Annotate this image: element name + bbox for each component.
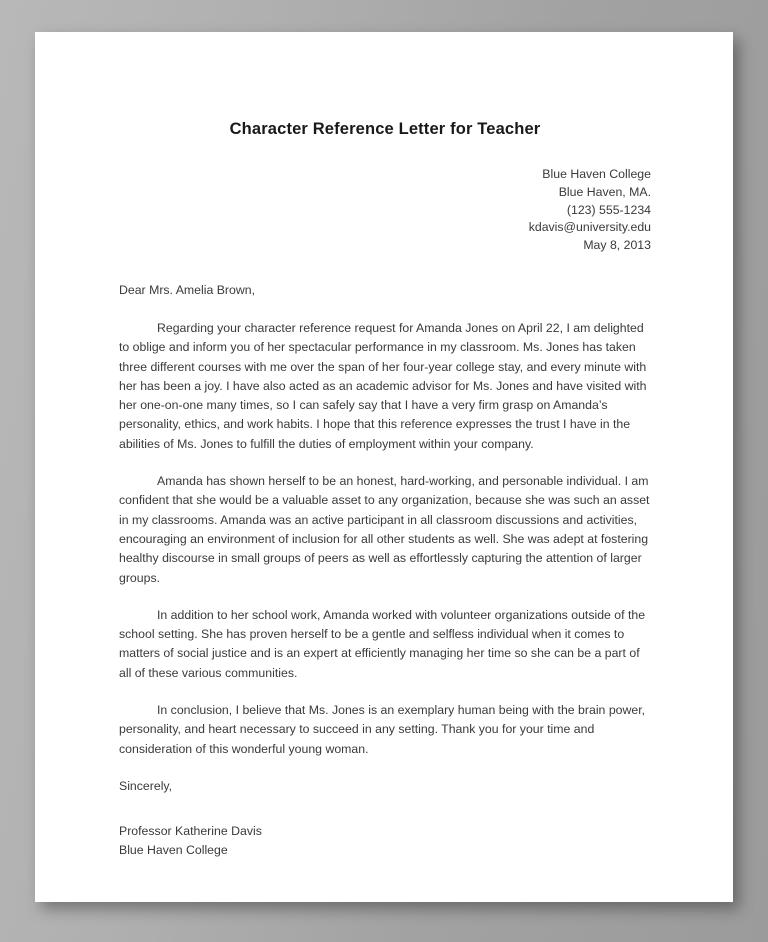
letter-date: May 8, 2013 [583, 238, 651, 253]
letter-paragraph: Regarding your character reference request for Amanda Jones on April 22, I am delighted to oblige and inform you of her spectacular performance in my classroom. Ms. Jones has taken three different courses with me over the span of her four-year college stay, and every minute with her has been a joy. I have also acted as an academic advisor for Ms. Jones and have visited with her one-on-one many times, so I can safely say that I have a very firm grasp on Amanda’s personality, ethics, and work habits. I hope that this reference expresses the trust I have in the abilities of Ms. Jones to fulfill the duties of employment within your company. [119, 320, 647, 451]
signer-affiliation: Blue Haven College [119, 843, 228, 858]
letter-paragraph: In conclusion, I believe that Ms. Jones is an exemplary human being with the brain power, personality, and heart necessary to succeed in any setting. Thank you for your time and consideration of this wonderful young woman. [119, 703, 646, 756]
closing-salutation: Sincerely, [119, 778, 173, 793]
letter-paragraph: Amanda has shown herself to be an honest, hard-working, and personable individual. I am confident that she would be a valuable asset to any organization, because she was such an asset in my classrooms. Amanda was an active participant in all classroom discussions and activities, encouraging an environment of inclusion for all other students as well. She was adept at fostering healthy discourse in small groups of peers as well as effortlessly capturing the attention of larger groups. [119, 474, 650, 585]
sender-organization: Blue Haven College [542, 167, 651, 181]
document-page [35, 32, 733, 902]
salutation: Dear Mrs. Amelia Brown, [119, 282, 255, 297]
sender-address-block [119, 166, 651, 255]
letter-content-area [119, 32, 651, 902]
signer-name: Professor Katherine Davis [119, 823, 262, 838]
letter-paragraph: In addition to her school work, Amanda worked with volunteer organizations outside of the school setting. She has proven herself to be a gentle and selfless individual when it comes to matters of social justice and is an expert at efficiently managing her time so she can be a part of all of these various communities. [119, 607, 646, 680]
letter-paragraphs [119, 319, 651, 759]
signature-block [119, 822, 651, 861]
sender-email: kdavis@university.edu [528, 220, 651, 235]
sender-phone: (123) 555-1234 [566, 202, 651, 217]
page-title: Character Reference Letter for Teacher [229, 120, 541, 138]
sender-location: Blue Haven, MA. [558, 184, 651, 199]
